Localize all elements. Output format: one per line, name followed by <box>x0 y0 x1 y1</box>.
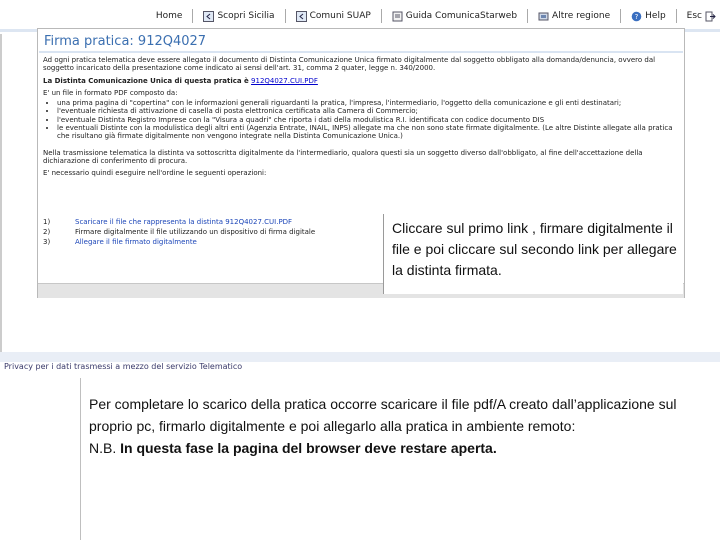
step-download-link[interactable]: Scaricare il file che rappresenta la distinta 912Q4027.CUI.PDF <box>75 218 293 226</box>
nb-text: In questa fase la pagina del browser deve restare aperta. <box>120 440 497 456</box>
exit-icon <box>705 11 716 22</box>
privacy-link[interactable]: Privacy per i dati trasmessi a mezzo del servizio Telematico <box>4 362 243 371</box>
back-icon <box>203 11 214 22</box>
nav-separator <box>192 9 193 23</box>
page-title: Firma pratica: 912Q4027 <box>44 34 207 49</box>
step-row <box>43 217 315 227</box>
nav-separator <box>381 9 382 23</box>
nav-separator <box>676 9 677 23</box>
nav-comuni-suap[interactable] <box>296 11 371 22</box>
svg-text:?: ? <box>634 12 639 21</box>
nb-prefix: N.B. <box>89 440 117 456</box>
list-item: • l'eventuale richiesta di attivazione di casella di posta elettronica certificata alla Camera di Commercio; <box>57 107 683 115</box>
nav-guida-label: Guida ComunicaStarweb <box>405 11 518 21</box>
nav-comuni-suap-label: Comuni SUAP <box>309 11 371 21</box>
list-item: • le eventuali Distinte con la modulistica degli altri enti (Agenzia Entrate, INAIL, INPS) allegate ma che non sono state firmate digitalmente. (Le altre Distinte allegate alla pratica che risultano già firmate digitalmente non vengono integrate nella Distinta Comunicazione Unica.) <box>57 124 683 141</box>
nav-esc[interactable] <box>687 11 716 22</box>
footer-band <box>0 352 720 362</box>
title-divider <box>39 51 683 53</box>
distinta-pdf-link[interactable]: 912Q4027.CUI.PDF <box>251 76 318 85</box>
step-row <box>43 227 315 237</box>
instruction-callout: Cliccare sul primo link , firmare digitalmente il file e poi cliccare sul secondo link per allegare la distinta firmata. <box>383 214 683 294</box>
pdf-intro: E' un file in formato PDF composto da: <box>43 88 178 97</box>
distinta-line <box>43 77 683 85</box>
completion-note <box>89 393 699 459</box>
step-number: 3) <box>43 238 51 246</box>
step-row <box>43 237 315 247</box>
step-sign-text: Firmare digitalmente il file utilizzando un dispositivo di firma digitale <box>75 228 316 236</box>
step-number: 1) <box>43 218 51 226</box>
nav-esc-label: Esc <box>686 11 702 21</box>
frame-left-edge <box>0 0 2 360</box>
nav-altre-regione-label: Altre regione <box>552 11 611 21</box>
list-item: • una prima pagina di "copertina" con le informazioni generali riguardanti la pratica, l'impresa, l'intermediario, l'oggetto della comunicazione e gli enti destinatari; <box>57 99 683 107</box>
note-divider <box>80 378 81 540</box>
nav-separator <box>527 9 528 23</box>
distinta-prefix: La Distinta Comunicazione Unica di questa pratica è <box>43 76 249 85</box>
regions-icon <box>538 11 549 22</box>
completion-note-text: Per completare lo scarico della pratica occorre scaricare il file pdf/A creato dall’applicazione sul proprio pc, firmarlo digitalmente e poi allegarlo alla pratica in ambiente remoto: <box>89 396 677 434</box>
operations-intro: E' necessario quindi eseguire nell'ordine le seguenti operazioni: <box>43 169 267 178</box>
nav-help-label: Help <box>645 11 666 21</box>
nav-scopri-sicilia-label: Scopri Sicilia <box>217 11 275 21</box>
step-number: 2) <box>43 228 51 236</box>
operations-steps <box>43 217 315 247</box>
back-icon <box>296 11 307 22</box>
signature-note: Nella trasmissione telematica la distinta va sottoscritta digitalmente da l'intermediario, qualora questi sia un soggetto diverso dall'obbligato, al fine dell'accettazione della dichiarazione di conferimento di procura. <box>43 148 643 165</box>
intro-text: Ad ogni pratica telematica deve essere allegato il documento di Distinta Comunicazione Unica firmato digitalmente dal soggetto obbligato alla domanda/denuncia, ovvero dal soggetto incaricato della presentazione come indicato ai sensi dell'art. 31, comma 2 quater, legge n. 340/2000. <box>43 56 656 73</box>
nav-guida[interactable] <box>392 11 517 22</box>
pdf-contents-list <box>43 99 683 140</box>
top-nav-items <box>156 9 716 23</box>
nav-altre-regione[interactable] <box>538 11 610 22</box>
nav-help[interactable] <box>631 11 666 22</box>
step-attach-link[interactable]: Allegare il file firmato digitalmente <box>75 238 197 246</box>
list-item: • l'eventuale Distinta Registro Imprese con la "Visura a quadri" che riporta i dati della modulistica R.I. identificata con codice documento DIS <box>57 116 683 124</box>
help-icon <box>631 11 642 22</box>
panel-body <box>43 56 683 182</box>
nav-scopri-sicilia[interactable] <box>203 11 274 22</box>
guide-icon <box>392 11 403 22</box>
nav-home[interactable] <box>156 11 183 21</box>
nav-home-label: Home <box>155 11 183 21</box>
nav-separator <box>620 9 621 23</box>
nav-separator <box>285 9 286 23</box>
